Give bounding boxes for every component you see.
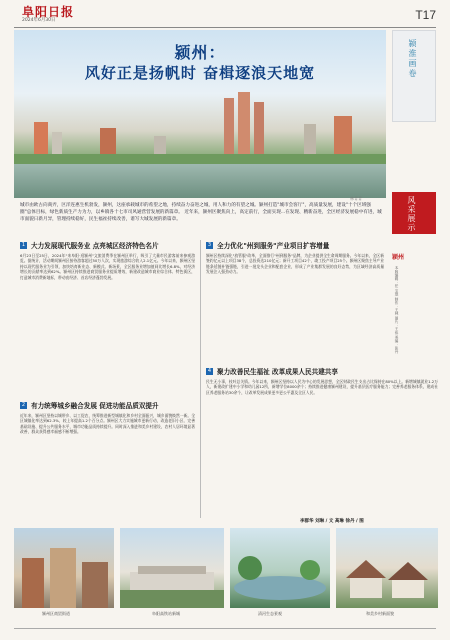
section-body: 颍州区持续深化"放管服"改革，全面推行"州到服务"品牌，为企业提供全生命周期服务。今年以来，全区新签约亿元以上项目38个，总投资达210亿元；新开工项目42个，竣工投产项目25个。颍州区聚焦主导产业链条延链补链强链，引进一批龙头企业和配套企业，形成了产业集群发展的良好态势，为区域经济高质量发展注入强劲动力。: [206, 253, 384, 275]
lede-paragraph: 城市由欧古向商弄，区洋连惠生机勃发，颍州，这座承载城市的希望之地，持续奋力奋进之城，用人和力的有望之城。颍州打造"城市会客厅"，高质量发展，建设"十个区域强圈"总体目标，绿色新质生产力为力，以乡镇各十七市司风通营营发展的新篇章。 近年来，颍州区聚焦向上，高定前行，全面实现...在发现、精新奋进，全区经济发展稳中有进，城市面貌日新月异，管理持续稳好，民生福祉持续改善，谱写大城发展的新篇章。: [20, 203, 382, 222]
page-number: T17: [415, 8, 436, 22]
section-4: [206, 366, 438, 517]
section-number: 1: [21, 241, 26, 248]
byline: 李群华 刘琳 / 文 高琳 徐丹 / 图: [300, 519, 364, 524]
section-heading: [20, 240, 195, 250]
top-divider: [14, 27, 436, 28]
street-illustration: [14, 528, 114, 608]
editor-credits: 本版编辑：任 宝琪 制作：王林 图片：王伟 美编：张丹: [395, 266, 399, 354]
photo-1: [14, 528, 114, 608]
headline: 颍州：: [174, 43, 226, 62]
section-heading: [206, 366, 438, 376]
section-number: 4: [207, 367, 212, 374]
photo-caption: 阜阳高铁站新城: [152, 611, 180, 616]
photo-credit: 林青青: [350, 196, 362, 201]
section-title: 大力发展现代服务业 点亮城区经济特色名片: [31, 242, 159, 250]
masthead: [0, 0, 450, 26]
feature-title: 风采展示: [407, 196, 416, 232]
feature-banner: [392, 192, 436, 234]
photo-4: [336, 528, 438, 608]
photo-2: [120, 528, 224, 608]
bottom-divider: [14, 628, 436, 629]
photo-caption: 颍州区商贸街道: [42, 611, 70, 616]
section-number: 3: [207, 241, 212, 248]
column-divider: [200, 240, 201, 518]
section-body: 民生无小事，枝叶总关情。今年以来，颍州区坚持以人民为中心的发展思想，全区财政民生支出占比保持在80%以上。新增城镇就业1.2万人，新建改扩建中小学和幼儿园12所，新增学位8000余个；持续推进健康颍州建设，提升基层医疗服务能力；完善养老服务体系，建成社区养老服务站30余个，让改革发展成果更多更公平惠及全区人民。: [206, 379, 438, 395]
section-title: 全力优化"州到服务"产业项目扩容增量: [217, 242, 330, 250]
section-number: 2: [21, 401, 26, 408]
paper-name: 阜阳日报: [22, 5, 75, 19]
headline-subtitle: 风好正是扬帆时 奋楫逐浪天地宽: [84, 64, 316, 82]
photo-strip: [14, 528, 438, 620]
section-2: [20, 400, 195, 523]
park-illustration: [230, 528, 330, 608]
city-label: 颍州: [392, 254, 405, 261]
lake-water: [14, 164, 386, 198]
column-label-card: [392, 30, 436, 122]
village-illustration: [336, 528, 438, 608]
section-1: [20, 240, 195, 391]
paper-date: 2024年6月30日: [22, 18, 56, 23]
column-label: 颍淮画卷: [408, 39, 417, 79]
section-title: 聚力改善民生福祉 改革成果人民共建共享: [217, 368, 338, 376]
photo-3: [230, 528, 330, 608]
section-title: 有力统筹城乡融合发展 促进功能品质双提升: [31, 402, 159, 410]
sidebar: [388, 30, 438, 370]
hero-photo: [14, 30, 386, 198]
section-3: [206, 240, 384, 361]
city-skyline-illustration: [14, 88, 386, 168]
photo-caption: 和美乡村新面貌: [366, 611, 394, 616]
station-illustration: [120, 528, 224, 608]
section-heading: [206, 240, 384, 250]
section-heading: [20, 400, 195, 410]
section-body: 6月23日至25日，2024年"来阜阳·逛颍州"文旅消费季在颍州区举行，吸引了大量市民游客前来参观游览。据统计，活动期间颍州区接待游客超过50万人次，实现旅游综合收入2.1亿元。今年以来，颍州区坚持以现代服务业为引领，加快培育新业态、新模式、新场景，全区服务业增加值同比增长6.8%，对经济增长的贡献率达到62%。颍州区持续推进商贸服务业提质增效，新建改造城市商业综合体、特色街区，打造城市消费新地标，带动夜经济、首店经济蓬勃发展。: [20, 253, 195, 280]
section-body: 近年来，颍州区坚持以城带乡、以工促农，统筹推进新型城镇化和乡村全面振兴，城乡面貌焕然一新。全区城镇化率达到62.3%，较上年提高1.2个百分点。颍州区大力实施城市更新行动，改造老旧小区、完善基础设施、提升公共服务水平，城市功能品质持续提升。同时深入推进和美乡村建设，农村人居环境显著改善，群众获得感幸福感不断增强。: [20, 413, 195, 435]
photo-caption: 清河生态景观: [258, 611, 282, 616]
